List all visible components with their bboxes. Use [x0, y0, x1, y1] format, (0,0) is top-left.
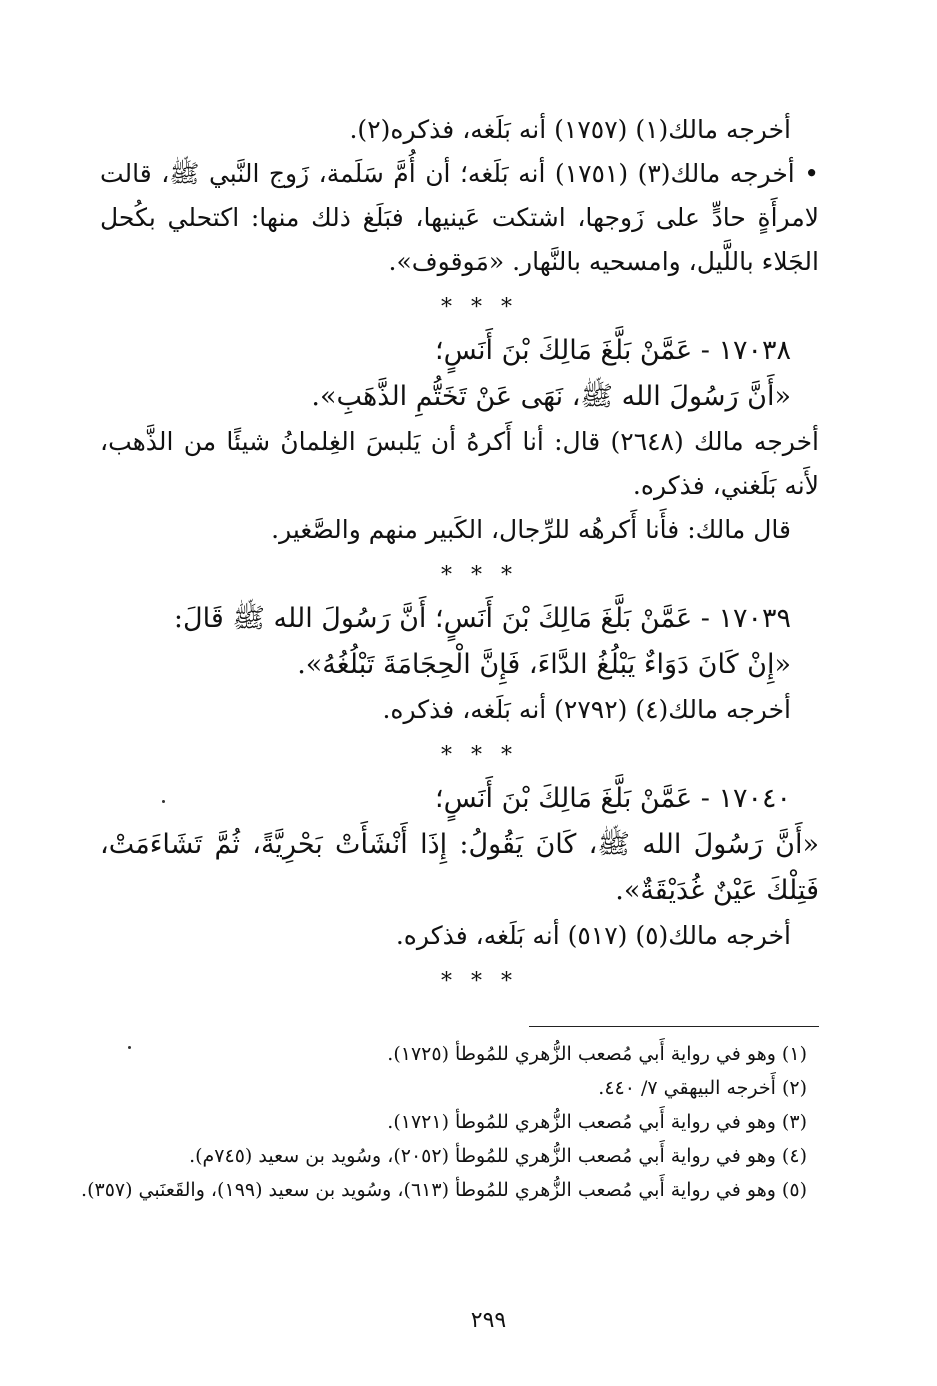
hadith-17038-note: قال مالك: فأَنا أَكرهُه للرِّجال، الكَبير منهم والصَّغير.	[271, 515, 791, 544]
hadith-17038-text: «أَنَّ رَسُولَ الله ﷺ، نَهَى عَنْ تَخَتُّمِ الذَّهَبِ».	[311, 381, 791, 412]
hadith-17038-takhrij: أخرجه مالك (٢٦٤٨) قال: أنا أَكرهُ أن يَلبسَ الغِلمانُ شيئًا من الذَّهب، لأَنه بَلَغني، فذكره.	[100, 427, 819, 500]
footnote-divider	[529, 1026, 819, 1027]
section-separator: * * *	[441, 563, 518, 588]
footnote-5: (٥) وهو في رواية أَبي مُصعب الزُّهري للمُوطأ (٦١٣)، وسُويد بن سعيد (١٩٩)، والقَعنَبي (٣٥٧).	[81, 1179, 807, 1201]
hadith-17040-text: «أَنَّ رَسُولَ الله ﷺ، كَانَ يَقُولُ: إِذَا أَنْشَأَتْ بَحْرِيَّةً، ثُمَّ تَشَاءَمَتْ، فَتِلْكَ عَيْنٌ غُدَيْقَةٌ».	[100, 829, 819, 906]
footnote-3: (٣) وهو في رواية أَبي مُصعب الزُّهري للمُوطأ (١٧٢١).	[387, 1111, 807, 1133]
section-separator: * * *	[441, 743, 518, 768]
page-number: ٢٩٩	[470, 1308, 507, 1333]
hadith-17038-heading: ١٧٠٣٨ - عَمَّنْ بَلَّغَ مَالِكَ بْنَ أَنَسٍ؛	[435, 335, 791, 366]
footnote-4: (٤) وهو في رواية أَبي مُصعب الزُّهري للمُوطأ (٢٠٥٢)، وسُويد بن سعيد (٧٤٥م).	[189, 1145, 807, 1167]
footnote-2: (٢) أَخرجه البيهقي ٧/ ٤٤٠.	[598, 1077, 807, 1099]
speck-mark	[162, 800, 165, 803]
footnotes	[81, 1037, 819, 1207]
section-separator: * * *	[441, 295, 518, 320]
footnote-1: (١) وهو في رواية أَبي مُصعب الزُّهري للمُوطأ (١٧٢٥).	[387, 1043, 807, 1065]
hadith-17040-takhrij: أخرجه مالك(٥) (٥١٧) أنه بَلَغه، فذكره.	[395, 921, 791, 950]
takhrij-line: أخرجه مالك(١) (١٧٥٧) أنه بَلَغه، فذكره(٢).	[349, 115, 791, 144]
hadith-17039-takhrij: أخرجه مالك(٤) (٢٧٩٢) أنه بَلَغه، فذكره.	[382, 695, 791, 724]
speck-mark	[128, 1046, 131, 1049]
hadith-17039-text: «إِنْ كَانَ دَوَاءٌ يَبْلُغُ الدَّاءَ، فَإِنَّ الْحِجَامَةَ تَبْلُغُهُ».	[297, 649, 791, 680]
bullet-paragraph: • أخرجه مالك(٣) (١٧٥١) أنه بَلَغه؛ أن أُمَّ سَلَمة، زَوج النَّبي ﷺ، قالت لامرأَةٍ حادٍّ على زَوجها، اشتكت عَينيها، فبَلَغ ذلك منها: اكتحلي بكُحل الجَلاء باللَّيل، وامسحيه بالنَّهار. «مَوقوف».	[100, 159, 819, 276]
hadith-17040-heading: ١٧٠٤٠ - عَمَّنْ بَلَّغَ مَالِكَ بْنَ أَنَسٍ؛	[435, 783, 791, 814]
section-separator: * * *	[441, 969, 518, 994]
hadith-17039-heading: ١٧٠٣٩ - عَمَّنْ بَلَّغَ مَالِكَ بْنَ أَنَسٍ؛ أَنَّ رَسُولَ الله ﷺ قَالَ:	[173, 603, 791, 634]
